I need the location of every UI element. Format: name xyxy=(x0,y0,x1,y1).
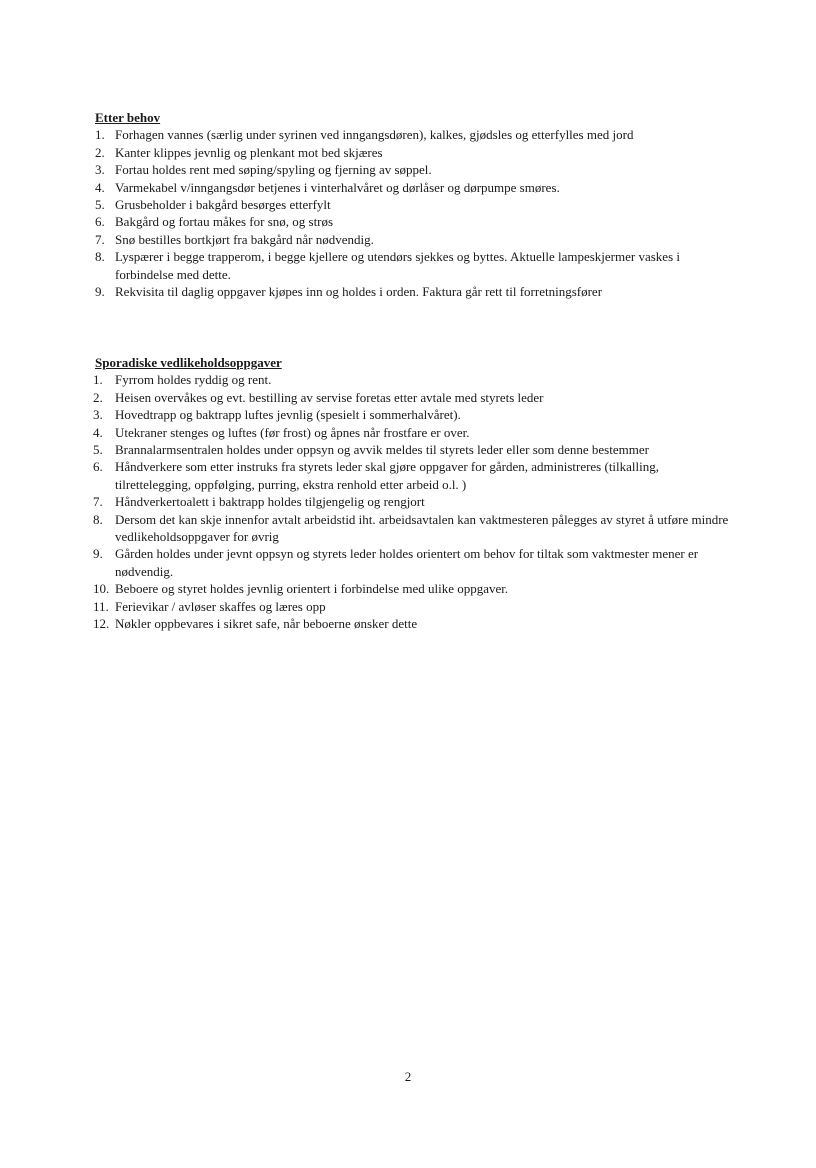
list-item xyxy=(95,424,735,441)
list-item xyxy=(95,196,735,213)
item-number: 12. xyxy=(93,616,110,632)
item-text: Hovedtrapp og baktrapp luftes jevnlig (spesielt i sommerhalvåret). xyxy=(115,407,461,423)
item-number: 1. xyxy=(95,127,105,143)
list-item xyxy=(95,598,735,615)
item-number: 5. xyxy=(95,197,105,213)
item-number: 9. xyxy=(93,546,103,562)
list-item xyxy=(95,406,735,423)
item-text: Gården holdes under jevnt oppsyn og styrets leder holdes orientert om behov for tiltak som vaktmester mener er nødvendig. xyxy=(115,546,699,579)
item-text: Snø bestilles bortkjørt fra bakgård når nødvendig. xyxy=(115,231,374,247)
item-number: 8. xyxy=(93,511,103,527)
item-text: Fortau holdes rent med søping/spyling og fjerning av søppel. xyxy=(115,162,432,178)
list-item xyxy=(95,493,735,510)
item-number: 5. xyxy=(93,442,103,458)
task-list xyxy=(95,371,735,632)
list-item xyxy=(95,144,735,161)
list-item xyxy=(95,126,735,143)
list-item xyxy=(95,213,735,230)
item-number: 4. xyxy=(93,424,103,440)
item-number: 11. xyxy=(93,598,109,614)
list-item xyxy=(95,511,735,546)
list-item xyxy=(95,248,735,283)
item-text: Dersom det kan skje innenfor avtalt arbeidstid iht. arbeidsavtalen kan vaktmesteren pålegges av styret å utføre mindre vedlikeholdsoppgaver for øvrig xyxy=(115,511,729,545)
list-item xyxy=(95,283,735,300)
list-item xyxy=(95,615,735,632)
page-number: 2 xyxy=(404,1069,412,1084)
item-number: 2. xyxy=(93,389,103,405)
list-item xyxy=(95,458,735,493)
list-item xyxy=(95,161,735,178)
item-text: Håndverkere som etter instruks fra styrets leder skal gjøre oppgaver for gården, administreres (tilkalling, tilrettelegging, oppfølging, purring, ekstra renhold etter arbeid o.l. ) xyxy=(115,459,660,492)
item-text: Håndverkertoalett i baktrapp holdes tilgjengelig og rengjort xyxy=(115,494,425,510)
item-number: 3. xyxy=(95,162,105,178)
task-list xyxy=(95,126,735,300)
item-text: Grusbeholder i bakgård besørges etterfylt xyxy=(115,197,331,213)
list-item xyxy=(95,580,735,597)
item-text: Brannalarmsentralen holdes under oppsyn og avvik meldes til styrets leder eller som denne bestemmer xyxy=(115,442,649,458)
item-text: Bakgård og fortau måkes for snø, og strøs xyxy=(115,214,334,230)
list-item xyxy=(95,231,735,248)
list-item xyxy=(95,371,735,388)
item-text: Heisen overvåkes og evt. bestilling av servise foretas etter avtale med styrets leder xyxy=(115,389,544,405)
section-heading: Sporadiske vedlikeholdsoppgaver xyxy=(95,355,282,370)
item-text: Utekraner stenges og luftes (før frost) og åpnes når frostfare er over. xyxy=(115,424,470,440)
item-number: 1. xyxy=(93,372,103,388)
list-item xyxy=(95,389,735,406)
list-item xyxy=(95,441,735,458)
item-text: Forhagen vannes (særlig under syrinen ved inngangsdøren), kalkes, gjødsles og etterfylles med jord xyxy=(115,127,634,143)
item-number: 8. xyxy=(95,249,105,265)
item-text: Beboere og styret holdes jevnlig orientert i forbindelse med ulike oppgaver. xyxy=(115,581,509,597)
section-heading: Etter behov xyxy=(95,110,161,125)
item-text: Kanter klippes jevnlig og plenkant mot bed skjæres xyxy=(115,144,383,160)
item-number: 10. xyxy=(93,581,110,597)
item-number: 7. xyxy=(93,494,103,510)
item-text: Fyrrom holdes ryddig og rent. xyxy=(115,372,272,388)
item-text: Varmekabel v/inngangsdør betjenes i vinterhalvåret og dørlåser og dørpumpe smøres. xyxy=(115,179,560,195)
item-text: Rekvisita til daglig oppgaver kjøpes inn og holdes i orden. Faktura går rett til forretningsfører xyxy=(115,284,603,300)
item-number: 2. xyxy=(95,144,105,160)
item-number: 9. xyxy=(95,284,105,300)
list-item xyxy=(95,179,735,196)
list-item xyxy=(95,545,735,580)
item-text: Nøkler oppbevares i sikret safe, når beboerne ønsker dette xyxy=(115,616,418,632)
item-number: 4. xyxy=(95,179,105,195)
section-etter-behov xyxy=(95,109,735,300)
item-number: 7. xyxy=(95,231,105,247)
section-sporadiske-vedlikeholdsoppgaver xyxy=(95,354,735,633)
item-number: 6. xyxy=(93,459,103,475)
item-number: 3. xyxy=(93,407,103,423)
item-text: Ferievikar / avløser skaffes og læres opp xyxy=(115,598,326,614)
item-number: 6. xyxy=(95,214,105,230)
item-text: Lyspærer i begge trapperom, i begge kjellere og utendørs sjekkes og byttes. Aktuelle lampeskjermer vaskes i forbindelse med dette. xyxy=(115,249,680,282)
